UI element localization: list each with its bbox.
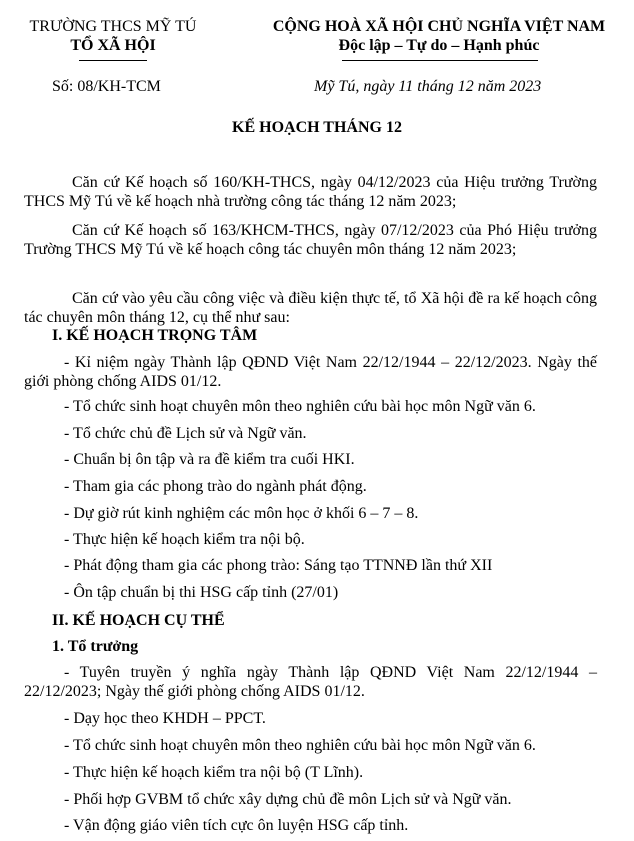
section-2-heading: II. KẾ HOẠCH CỤ THỂ [52,612,225,629]
group-underline [79,60,147,61]
school-name: TRƯỜNG THCS MỸ TÚ [29,18,197,35]
list-item: - Kỉ niệm ngày Thành lập QĐND Việt Nam 22/12/1944 – 22/12/2023. Ngày thế giới phòng chống AIDS 01/12. [24,354,597,390]
page-title: KẾ HOẠCH THÁNG 12 [232,119,402,136]
list-item: - Dự giờ rút kinh nghiệm các môn học ở khối 6 – 7 – 8. [64,505,419,522]
section-1-heading: I. KẾ HOẠCH TRỌNG TÂM [52,327,258,344]
list-item: - Vận động giáo viên tích cực ôn luyện HSG cấp tỉnh. [64,817,409,834]
motto: Độc lập – Tự do – Hạnh phúc [338,37,540,54]
list-item: - Thực hiện kế hoạch kiểm tra nội bộ (T Lĩnh). [64,764,364,781]
list-item: - Tuyên truyền ý nghĩa ngày Thành lập QĐND Việt Nam 22/12/1944 – 22/12/2023; Ngày thế giới phòng chống AIDS 01/12. [24,664,597,700]
list-item: - Phối hợp GVBM tổ chức xây dựng chủ đề môn Lịch sử và Ngữ văn. [64,791,512,808]
list-item: - Tổ chức sinh hoạt chuyên môn theo nghiên cứu bài học môn Ngữ văn 6. [64,398,536,415]
list-item: - Tổ chức sinh hoạt chuyên môn theo nghiên cứu bài học môn Ngữ văn 6. [64,737,536,754]
basis-paragraph-1: Căn cứ Kế hoạch số 160/KH-THCS, ngày 04/12/2023 của Hiệu trưởng Trường THCS Mỹ Tú về kế hoạch nhà trường công tác tháng 12 năm 2023; [24,174,597,210]
list-item: - Tham gia các phong trào do ngành phát động. [64,478,367,495]
basis-paragraph-3: Căn cứ vào yêu cầu công việc và điều kiện thực tế, tổ Xã hội đề ra kế hoạch công tác chuyên môn tháng 12, cụ thể như sau: [24,290,597,326]
basis-paragraph-2: Căn cứ Kế hoạch số 163/KHCM-THCS, ngày 07/12/2023 của Phó Hiệu trưởng Trường THCS Mỹ Tú về kế hoạch công tác chuyên môn tháng 12 năm 2023; [24,222,597,258]
republic-title: CỘNG HOÀ XÃ HỘI CHỦ NGHĨA VIỆT NAM [272,18,606,35]
section-2-subheading: 1. Tổ trưởng [52,638,139,655]
list-item: - Thực hiện kế hoạch kiểm tra nội bộ. [64,531,305,548]
list-item: - Chuẩn bị ôn tập và ra đề kiểm tra cuối HKI. [64,451,355,468]
list-item: - Phát động tham gia các phong trào: Sáng tạo TTNNĐ lần thứ XII [64,557,493,574]
group-name: TỔ XÃ HỘI [70,37,156,54]
list-item: - Tổ chức chủ đề Lịch sử và Ngữ văn. [64,425,307,442]
document-number: Số: 08/KH-TCM [52,78,161,95]
list-item: - Dạy học theo KHDH – PPCT. [64,710,266,727]
place-date: Mỹ Tú, ngày 11 tháng 12 năm 2023 [314,78,542,95]
list-item: - Ôn tập chuẩn bị thi HSG cấp tỉnh (27/01) [64,584,339,601]
motto-underline [342,60,538,61]
